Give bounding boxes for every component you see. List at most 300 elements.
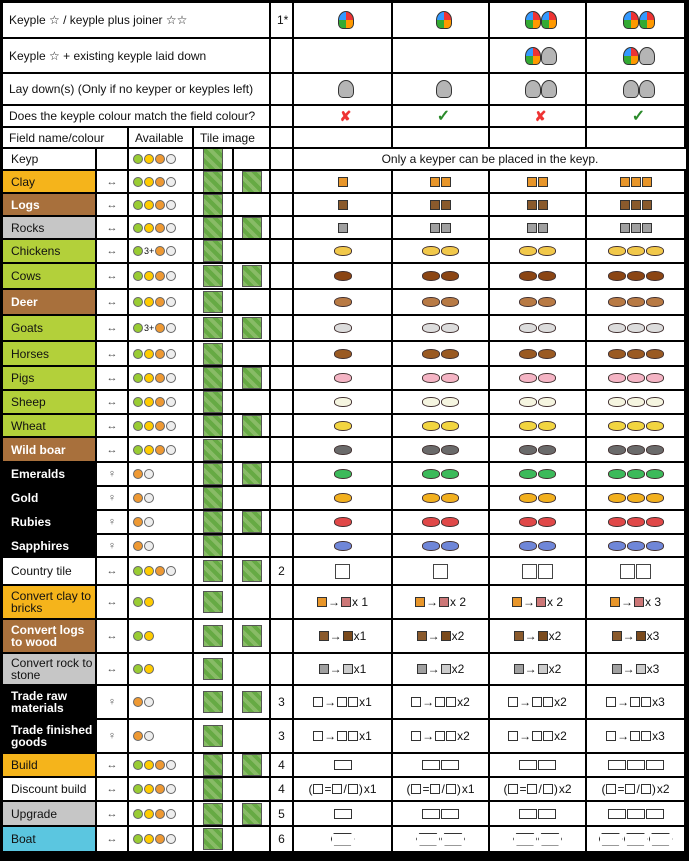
action-num-cell xyxy=(271,290,292,314)
header-icons-cell xyxy=(393,74,488,104)
deer-icon xyxy=(422,297,440,307)
field-name: Build xyxy=(11,758,38,772)
tile-thumbnail-icon xyxy=(203,217,223,238)
sheep-icon xyxy=(422,397,440,407)
wood-icon xyxy=(441,631,451,641)
snail-icon xyxy=(155,177,165,187)
output-cell xyxy=(587,511,684,533)
sun-icon xyxy=(144,297,154,307)
snail-icon xyxy=(155,271,165,281)
tile-thumbnail-icon xyxy=(203,511,223,533)
wheat-icon xyxy=(422,421,440,431)
field-name: Horses xyxy=(11,346,50,361)
tile-image-cell xyxy=(194,620,232,652)
sun-icon xyxy=(144,373,154,383)
tool-cell xyxy=(97,240,127,262)
tool-cell xyxy=(97,194,127,215)
sun-icon xyxy=(144,784,154,794)
field-name: Deer xyxy=(11,295,38,309)
field-name-cell xyxy=(3,720,95,752)
action-num-cell xyxy=(271,620,292,652)
cross-icon: ✘ xyxy=(534,107,547,124)
good-icon xyxy=(543,731,553,741)
ruby-icon xyxy=(538,517,556,527)
action-num: 3 xyxy=(278,695,285,709)
roof-icon xyxy=(411,784,421,794)
output-cell xyxy=(393,171,488,192)
horse-icon xyxy=(627,349,645,359)
cow-icon xyxy=(422,271,440,281)
good-icon xyxy=(446,697,456,707)
ruby-icon xyxy=(441,517,459,527)
tool-icon: ♀ xyxy=(107,730,117,742)
ruby-icon xyxy=(334,517,352,527)
col-header-available: Available xyxy=(129,128,192,147)
pig-icon xyxy=(627,373,645,383)
action-num-cell xyxy=(271,778,292,800)
field-name-cell xyxy=(3,778,95,800)
output-cell xyxy=(587,367,684,389)
tile-thumbnail-icon xyxy=(242,217,262,238)
tile-image-cell xyxy=(234,438,269,461)
green-dot-icon xyxy=(133,349,143,359)
good-icon xyxy=(625,784,635,794)
cow-icon xyxy=(441,271,459,281)
boar-icon xyxy=(627,445,645,455)
output-cell xyxy=(587,264,684,288)
field-name: Convert clay to bricks xyxy=(11,589,92,615)
output-cell xyxy=(294,535,391,556)
action-num: 4 xyxy=(278,758,285,772)
output-cell: → x3 xyxy=(587,654,684,684)
field-name-cell xyxy=(3,415,95,436)
good-icon xyxy=(532,731,542,741)
multiplier-text: x3 xyxy=(646,629,660,643)
tile-image-cell xyxy=(234,463,269,485)
brick-icon xyxy=(536,597,546,607)
rock-icon xyxy=(642,223,652,233)
field-name: Pigs xyxy=(11,371,35,385)
tool-cell xyxy=(97,827,127,851)
sheep-icon xyxy=(519,397,537,407)
output-cell xyxy=(294,391,391,413)
gold-icon xyxy=(441,493,459,503)
gear-icon xyxy=(166,223,176,233)
snail-icon xyxy=(155,246,165,256)
emerald-icon xyxy=(627,469,645,479)
roof-icon xyxy=(606,784,616,794)
action-num-cell xyxy=(271,391,292,413)
field-name: Upgrade xyxy=(11,806,58,821)
multiplier-text: x2 xyxy=(451,662,465,676)
pig-icon xyxy=(334,373,352,383)
available-cell xyxy=(129,217,192,238)
tile-image-cell xyxy=(234,367,269,389)
field-name: Boat xyxy=(11,832,36,846)
laid-keyple-icon xyxy=(338,80,354,98)
snail-icon xyxy=(133,517,143,527)
gear-icon xyxy=(166,177,176,187)
emerald-icon xyxy=(422,469,440,479)
tile-image-cell xyxy=(194,558,232,584)
tile-thumbnail-icon xyxy=(242,415,262,436)
tile-thumbnail-icon xyxy=(203,240,223,262)
tool-icon: ↔ xyxy=(106,443,118,456)
avail-extra: 3+ xyxy=(144,246,155,256)
clay-icon xyxy=(512,597,522,607)
sun-icon xyxy=(144,223,154,233)
logs-icon xyxy=(620,200,630,210)
gold-icon xyxy=(627,493,645,503)
tile-thumbnail-icon xyxy=(242,367,262,389)
tile-image-cell xyxy=(234,194,269,215)
clay-icon xyxy=(620,177,630,187)
field-name-cell xyxy=(3,558,95,584)
build-icon xyxy=(422,760,440,770)
header-row-label xyxy=(3,106,269,126)
cow-icon xyxy=(519,271,537,281)
tile-image-cell xyxy=(194,149,232,169)
emerald-icon xyxy=(646,469,664,479)
output-cell xyxy=(294,264,391,288)
goat-icon xyxy=(334,323,352,333)
available-cell xyxy=(129,558,192,584)
tool-cell xyxy=(97,171,127,192)
action-num-cell xyxy=(271,217,292,238)
deer-icon xyxy=(627,297,645,307)
tile-thumbnail-icon xyxy=(203,487,223,509)
green-dot-icon xyxy=(133,246,143,256)
field-name: Convert logs to wood xyxy=(11,623,85,649)
rock-icon xyxy=(631,223,641,233)
output-cell xyxy=(587,487,684,509)
good-icon xyxy=(411,697,421,707)
tool-icon: ↔ xyxy=(106,296,118,308)
header-row-label xyxy=(3,39,269,72)
tile-image-cell xyxy=(234,511,269,533)
tile-image-cell xyxy=(234,686,269,718)
output-cell xyxy=(587,290,684,314)
clay-icon xyxy=(642,177,652,187)
green-dot-icon xyxy=(133,809,143,819)
action-num-cell xyxy=(271,487,292,509)
snail-icon xyxy=(155,323,165,333)
tile-image-cell xyxy=(234,415,269,436)
clay-icon xyxy=(317,597,327,607)
field-name: Chickens xyxy=(11,244,61,258)
good-icon xyxy=(332,784,342,794)
field-name: Goats xyxy=(11,321,44,335)
gold-icon xyxy=(608,493,626,503)
stone-icon xyxy=(441,664,451,674)
col-header-tile: Tile image xyxy=(194,128,269,147)
green-dot-icon xyxy=(133,397,143,407)
green-dot-icon xyxy=(133,631,143,641)
field-name-cell xyxy=(3,686,95,718)
output-cell xyxy=(294,827,391,851)
tile-thumbnail-icon xyxy=(203,463,223,485)
sapphire-icon xyxy=(334,541,352,551)
tile-image-cell xyxy=(194,415,232,436)
sapphire-icon xyxy=(608,541,626,551)
good-icon xyxy=(348,784,358,794)
available-cell xyxy=(129,194,192,215)
good-icon xyxy=(446,731,456,741)
available-cell xyxy=(129,391,192,413)
output-cell: → x1 xyxy=(294,654,391,684)
snail-icon xyxy=(155,834,165,844)
build-icon xyxy=(441,760,459,770)
output-cell: ( = / ) x2 xyxy=(490,778,585,800)
header-icons-cell xyxy=(294,106,391,126)
deer-icon xyxy=(519,297,537,307)
action-num-cell xyxy=(271,149,292,169)
header-icons-cell xyxy=(587,3,684,37)
multiplier-text: x1 xyxy=(359,729,372,743)
header-num-text: 1* xyxy=(277,13,289,27)
tile-thumbnail-icon xyxy=(242,171,262,192)
header-label-text: Keyple ☆ + existing keyple laid down xyxy=(9,48,207,63)
multiplier-text: x 2 xyxy=(449,595,466,609)
tile-thumbnail-icon xyxy=(203,439,223,461)
good-icon xyxy=(641,731,651,741)
output-cell xyxy=(393,415,488,436)
output-cell: → x3 xyxy=(587,686,684,718)
tile-image-cell xyxy=(194,290,232,314)
field-name-cell xyxy=(3,149,95,169)
output-cell: → x2 xyxy=(393,686,488,718)
snail-icon xyxy=(155,784,165,794)
ruby-icon xyxy=(608,517,626,527)
snail-icon xyxy=(155,397,165,407)
tool-cell xyxy=(97,802,127,825)
tool-icon: ↔ xyxy=(106,372,118,384)
tile-thumbnail-icon xyxy=(203,778,223,800)
header-label-text: Does the keyple colour match the field colour? xyxy=(9,109,256,123)
green-dot-icon xyxy=(133,223,143,233)
gear-icon xyxy=(166,373,176,383)
wood-icon xyxy=(538,631,548,641)
tile-thumbnail-icon xyxy=(203,391,223,413)
rock-icon xyxy=(527,223,537,233)
rock-icon xyxy=(319,664,329,674)
action-num: 3 xyxy=(278,729,285,743)
rock-icon xyxy=(612,664,622,674)
available-cell xyxy=(129,802,192,825)
tick-icon: ✓ xyxy=(631,108,646,125)
laid-keyple-icon xyxy=(639,47,655,65)
sapphire-icon xyxy=(441,541,459,551)
gear-icon xyxy=(144,731,154,741)
output-cell xyxy=(393,827,488,851)
keyp-note-text: Only a keyper can be placed in the keyp. xyxy=(381,152,599,166)
output-cell: → x2 xyxy=(393,620,488,652)
green-dot-icon xyxy=(133,664,143,674)
tool-cell xyxy=(97,620,127,652)
multiplier-text: x3 xyxy=(646,662,660,676)
header-icons-cell xyxy=(393,106,488,126)
snail-icon xyxy=(133,493,143,503)
gear-icon xyxy=(166,154,176,164)
header-icons-cell xyxy=(490,3,585,37)
keyp-note xyxy=(294,149,686,169)
output-cell xyxy=(587,827,684,851)
sun-icon xyxy=(144,445,154,455)
tile-thumbnail-icon xyxy=(203,415,223,436)
boat-icon xyxy=(599,833,623,846)
header-icons-cell xyxy=(587,106,684,126)
boar-icon xyxy=(646,445,664,455)
output-cell xyxy=(490,240,585,262)
country-tile-icon xyxy=(433,564,448,579)
emerald-icon xyxy=(519,469,537,479)
output-cell xyxy=(393,487,488,509)
pig-icon xyxy=(646,373,664,383)
logs-icon xyxy=(631,200,641,210)
field-name-cell xyxy=(3,620,95,652)
output-cell xyxy=(587,217,684,238)
tile-image-cell xyxy=(194,367,232,389)
tile-image-cell xyxy=(234,487,269,509)
field-name: Country tile xyxy=(11,564,72,578)
tool-icon: ↔ xyxy=(106,396,118,408)
logs-icon xyxy=(430,200,440,210)
tile-thumbnail-icon xyxy=(203,803,223,825)
keyple-icon xyxy=(623,11,639,29)
action-num-cell xyxy=(271,754,292,776)
tool-icon: ↔ xyxy=(106,783,118,795)
tool-cell xyxy=(97,558,127,584)
tile-thumbnail-icon xyxy=(203,691,223,713)
output-cell: → x3 xyxy=(587,720,684,752)
tool-cell xyxy=(97,778,127,800)
good-icon xyxy=(313,731,323,741)
output-cell: ( = / ) x1 xyxy=(393,778,488,800)
tile-thumbnail-icon xyxy=(203,367,223,389)
tool-icon: ♀ xyxy=(107,492,117,504)
field-name-cell xyxy=(3,171,95,192)
clay-icon xyxy=(610,597,620,607)
logs-icon xyxy=(612,631,622,641)
output-cell xyxy=(294,463,391,485)
goat-icon xyxy=(422,323,440,333)
snail-icon xyxy=(133,541,143,551)
field-name-cell xyxy=(3,535,95,556)
sun-icon xyxy=(144,349,154,359)
country-tile-icon xyxy=(335,564,350,579)
boat-icon xyxy=(331,833,355,846)
tool-cell xyxy=(97,149,127,169)
upgrade-icon xyxy=(422,809,440,819)
action-num-cell xyxy=(271,463,292,485)
blank xyxy=(271,128,292,147)
build-icon xyxy=(608,760,626,770)
multiplier-text: x 3 xyxy=(644,595,661,609)
rock-icon xyxy=(417,664,427,674)
deer-icon xyxy=(538,297,556,307)
multiplier-text: x2 xyxy=(558,782,572,796)
action-num-cell xyxy=(271,194,292,215)
output-cell xyxy=(490,415,585,436)
output-cell: → x2 xyxy=(393,654,488,684)
tool-cell xyxy=(97,754,127,776)
boat-icon xyxy=(538,833,562,846)
snail-icon xyxy=(133,469,143,479)
output-cell xyxy=(490,316,585,340)
clay-icon xyxy=(527,177,537,187)
emerald-icon xyxy=(441,469,459,479)
gear-icon xyxy=(166,200,176,210)
output-cell xyxy=(294,511,391,533)
tile-image-cell xyxy=(234,264,269,288)
multiplier-text: x2 xyxy=(656,782,670,796)
goat-icon xyxy=(627,323,645,333)
avail-extra: 3+ xyxy=(144,323,155,333)
tool-icon: ↔ xyxy=(106,596,118,608)
tile-thumbnail-icon xyxy=(203,535,223,556)
chicken-icon xyxy=(627,246,645,256)
output-cell xyxy=(490,535,585,556)
good-icon xyxy=(641,784,651,794)
tile-image-cell xyxy=(234,620,269,652)
field-name: Trade finished goods xyxy=(11,723,93,749)
action-num: 6 xyxy=(278,832,285,846)
field-name: Trade raw materials xyxy=(11,689,68,715)
field-name-cell xyxy=(3,367,95,389)
multiplier-text: x2 xyxy=(451,629,465,643)
tile-thumbnail-icon xyxy=(203,828,223,850)
tile-image-cell xyxy=(234,778,269,800)
sapphire-icon xyxy=(646,541,664,551)
gear-icon xyxy=(166,297,176,307)
blank xyxy=(393,128,488,147)
tile-image-cell xyxy=(194,487,232,509)
gear-icon xyxy=(166,809,176,819)
output-cell: → x 1 xyxy=(294,586,391,618)
multiplier-text: x1 xyxy=(353,662,367,676)
output-cell: → x 3 xyxy=(587,586,684,618)
header-row-label xyxy=(3,74,269,104)
output-cell xyxy=(294,316,391,340)
clay-icon xyxy=(415,597,425,607)
good-icon xyxy=(508,697,518,707)
output-cell xyxy=(294,194,391,215)
sun-icon xyxy=(144,809,154,819)
output-cell xyxy=(294,558,391,584)
field-name: Rocks xyxy=(11,220,45,235)
action-num-cell xyxy=(271,802,292,825)
tile-thumbnail-icon xyxy=(203,560,223,582)
output-cell: → x1 xyxy=(294,720,391,752)
gold-icon xyxy=(334,493,352,503)
boat-icon xyxy=(416,833,440,846)
sheep-icon xyxy=(538,397,556,407)
clay-icon xyxy=(538,177,548,187)
gear-icon xyxy=(144,541,154,551)
snail-icon xyxy=(155,200,165,210)
gear-icon xyxy=(166,271,176,281)
multiplier-text: x1 xyxy=(461,782,475,796)
tile-thumbnail-icon xyxy=(203,658,223,680)
tick-icon: ✓ xyxy=(436,108,451,125)
available-cell xyxy=(129,342,192,365)
output-cell xyxy=(393,240,488,262)
output-cell xyxy=(393,438,488,461)
sun-icon xyxy=(144,664,154,674)
tile-image-cell xyxy=(194,240,232,262)
green-dot-icon xyxy=(133,297,143,307)
upgrade-icon xyxy=(646,809,664,819)
